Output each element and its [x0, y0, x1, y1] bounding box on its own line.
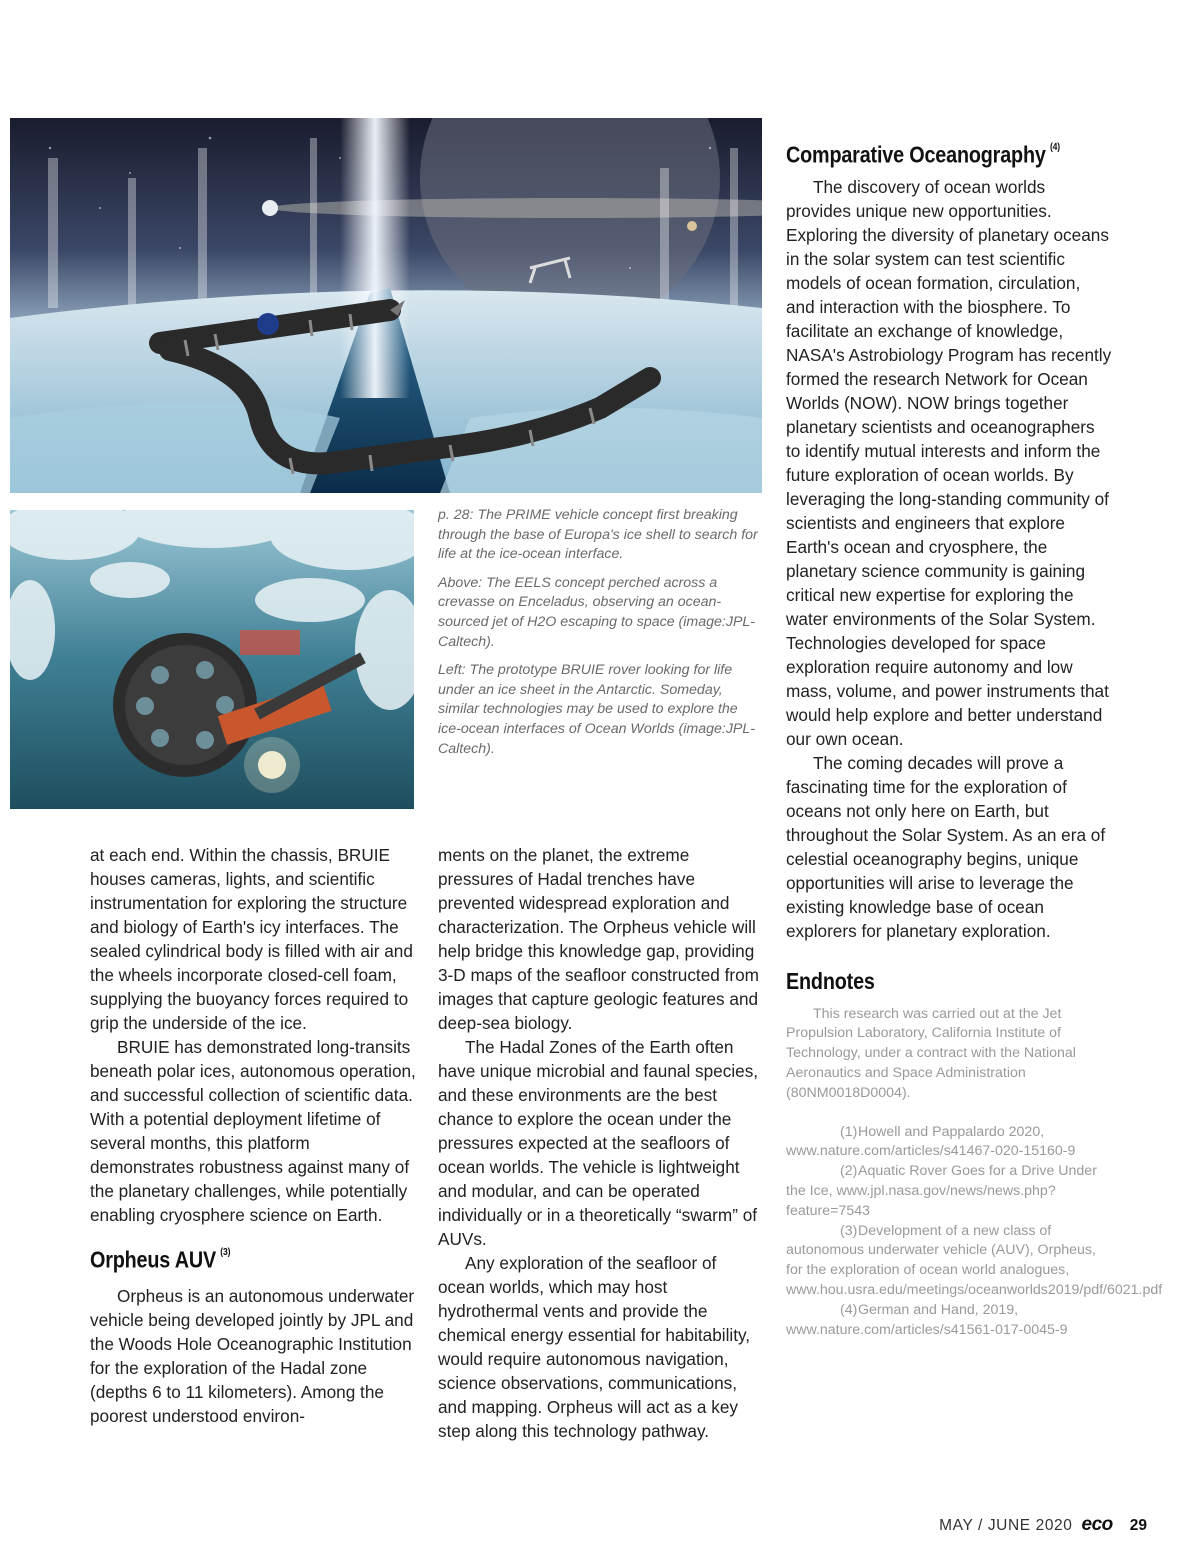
column-3 [786, 136, 1163, 1340]
col2-paragraph-1: ments on the planet, the extreme pressures of Hadal trenches have prevented widespread exploration and characterization. The Orpheus vehicle will help bridge this knowledge gap, providing 3-D maps of the seafloor constructed from images that capture geologic features and deep-sea biology. [438, 845, 759, 1033]
endnotes-heading: Endnotes [786, 967, 875, 994]
col2-paragraph-2: The Hadal Zones of the Earth often have unique microbial and faunal species, and these environments are the best chance to explore the ocean under the pressures expected at the seafloors of ocean worlds. The vehicle is lightweight and modular, and can be operated individually or in a theoretically “swarm” of AUVs. [438, 1037, 759, 1249]
endnote-1-number: (1) [840, 1123, 858, 1140]
endnote-4-link[interactable]: German and Hand, 2019, www.nature.com/articles/s41561-017-0045-9 [786, 1301, 1068, 1338]
bruie-photo [10, 510, 414, 809]
col3-paragraph-2: The coming decades will prove a fascinating time for the exploration of oceans not only here on Earth, but throughout the Solar System. As an era of celestial oceanography begins, unique opportunities will arise to leverage the existing knowledge base of ocean explorers for planetary exploration. [786, 752, 1106, 941]
comparative-oceanography-heading [786, 136, 1066, 171]
column-2 [438, 843, 764, 1443]
endnote-2-link[interactable]: Aquatic Rover Goes for a Drive Under the Ice, www.jpl.nasa.gov/news/news.php?feature=7543 [786, 1163, 1097, 1219]
caption-eels: Above: The EELS concept perched across a crevasse on Enceladus, observing an ocean-sourced jet of H2O escaping to space (image:JPL-Caltech). [438, 574, 756, 650]
comparative-oceanography-heading-text: Comparative Oceanography [786, 141, 1046, 168]
orpheus-heading-ref: (3) [220, 1247, 231, 1258]
endnotes [786, 1005, 1163, 1341]
endnote-4 [786, 1301, 1112, 1341]
endnote-3-number: (3) [840, 1222, 858, 1239]
endnote-2 [786, 1162, 1112, 1221]
brand-logo: eco [1081, 1514, 1113, 1535]
caption-bruie: Left: The prototype BRUIE rover looking for life under an ice sheet in the Antarctic. Someday, similar technologies may be used to explore the ice-ocean interfaces of Ocean Worlds (image:JPL-Caltech). [438, 662, 755, 757]
eels-illustration [10, 118, 762, 493]
issue-date: MAY / JUNE 2020 [939, 1517, 1073, 1534]
endnote-1 [786, 1123, 1112, 1163]
comparative-oceanography-heading-ref: (4) [1049, 142, 1060, 153]
col2-paragraph-3: Any exploration of the seafloor of ocean worlds, which may host hydrothermal vents and provide the chemical energy essential for habitability, would require autonomous navigation, science observations, communications, and mapping. Orpheus will act as a key step along this technology pathway. [438, 1253, 751, 1441]
page-number: 29 [1129, 1517, 1147, 1534]
endnote-3 [786, 1222, 1163, 1301]
endnotes-intro: This research was carried out at the Jet Propulsion Laboratory, California Institute of Technology, under a contract with the National Aeronautics and Space Administration (80NM0018D0004). [786, 1005, 1076, 1101]
orpheus-heading-text: Orpheus AUV [90, 1246, 216, 1273]
endnote-4-number: (4) [840, 1301, 858, 1318]
endnote-3-link[interactable]: Development of a new class of autonomous underwater vehicle (AUV), Orpheus, for the exploration of ocean world analogues, www.hou.usra.edu/meetings/oceanworlds2019/pdf/6021.pdf [786, 1222, 1163, 1299]
endnote-2-number: (2) [840, 1163, 858, 1180]
image-captions [438, 506, 764, 768]
col1-paragraph-2: BRUIE has demonstrated long-transits beneath polar ices, autonomous operation, and successful collection of scientific data. With a potential deployment lifetime of several months, this platform demonstrates robustness against many of the planetary challenges, while potentially enabling cryosphere science on Earth. [90, 1037, 416, 1225]
col1-paragraph-1: at each end. Within the chassis, BRUIE houses cameras, lights, and scientific instrumentation for exploring the structure and biology of Earth's icy interfaces. The sealed cylindrical body is filled with air and the wheels incorporate closed-cell foam, supplying the buoyancy forces required to grip the underside of the ice. [90, 845, 413, 1033]
orpheus-heading [90, 1242, 370, 1275]
endnote-1-link[interactable]: Howell and Pappalardo 2020, www.nature.com/articles/s41467-020-15160-9 [786, 1123, 1076, 1160]
column-1 [90, 843, 416, 1428]
col3-paragraph-1: The discovery of ocean worlds provides unique new opportunities. Exploring the diversity of planetary oceans in the solar system can test scientific models of ocean formation, circulation, and interaction with the biosphere. To facilitate an exchange of knowledge, NASA's Astrobiology Program has recently formed the research Network for Ocean Worlds (NOW). NOW brings together planetary scientists and oceanographers to identify mutual interests and inform the future exploration of ocean worlds. By leveraging the long-standing community of scientists and engineers that explore Earth's ocean and cryosphere, the planetary science community is gaining critical new expertise for exploring the water environments of the Solar System. Technologies developed for space exploration require autonomy and low mass, volume, and power instruments that would help explore and better understand our own ocean. [786, 176, 1112, 749]
col1-paragraph-3: Orpheus is an autonomous underwater vehicle being developed jointly by JPL and the Woods Hole Oceanographic Institution for the exploration of the Hadal zone (depths 6 to 11 kilometers). Among the poorest understood environ- [90, 1285, 415, 1426]
caption-prime: p. 28: The PRIME vehicle concept first breaking through the base of Europa's ice shell to search for life at the ice-ocean interface. [438, 507, 758, 563]
page-footer [939, 1514, 1147, 1538]
